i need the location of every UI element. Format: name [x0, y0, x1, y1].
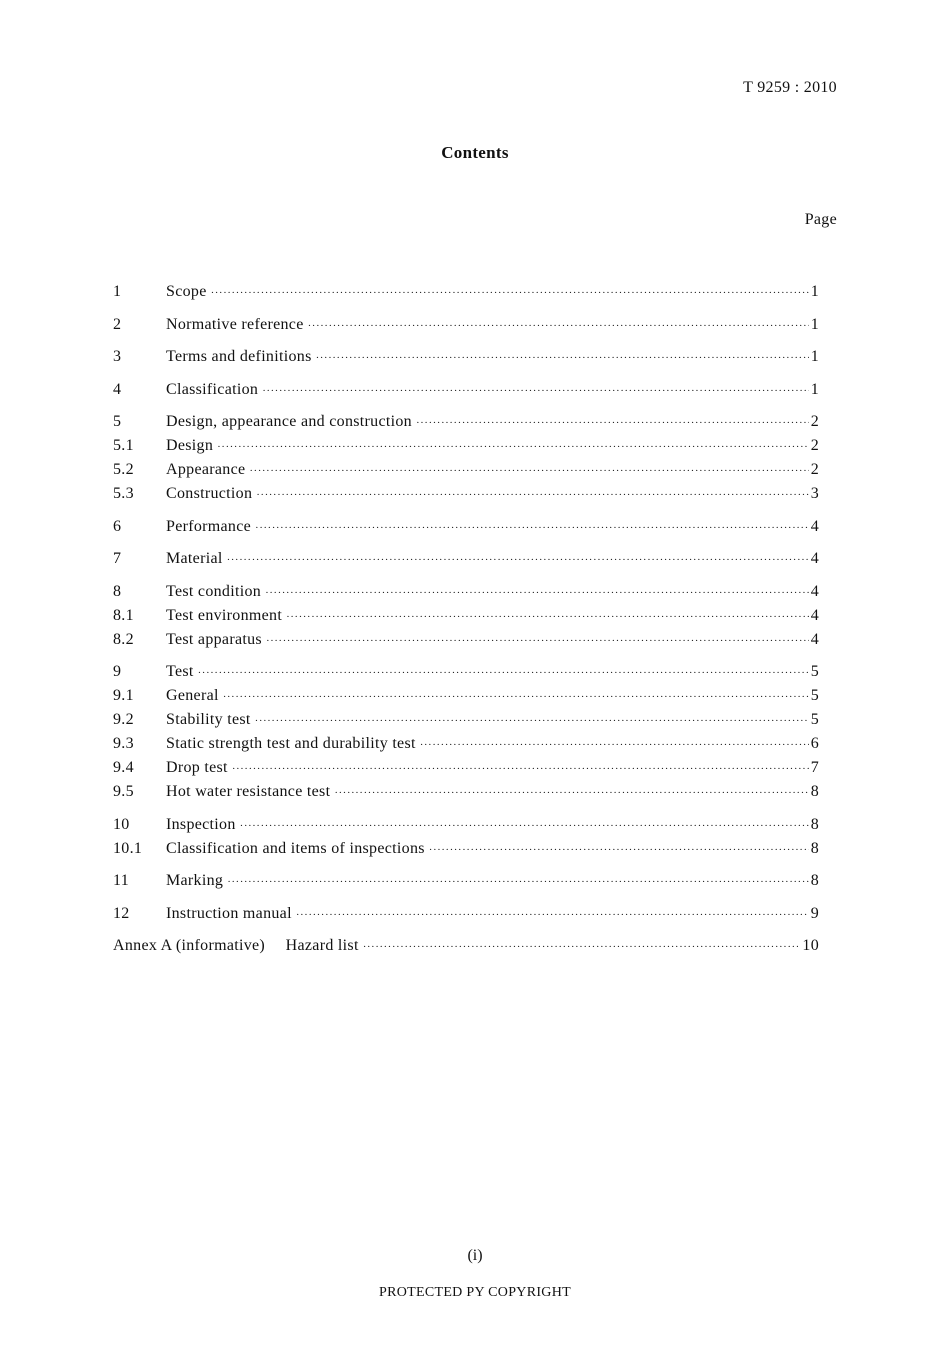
- toc-entry-page: 10: [802, 937, 819, 954]
- toc-entry-label: Inspection: [166, 815, 236, 833]
- toc-entry-page: 2: [810, 437, 819, 454]
- toc-entry[interactable]: [113, 583, 819, 607]
- toc-entry[interactable]: [113, 840, 819, 864]
- toc-entry-number: 6: [113, 517, 122, 535]
- toc-entry-label: Design: [166, 437, 214, 454]
- toc-entry-number: 9: [113, 663, 122, 680]
- toc-dot-leader: [240, 820, 809, 832]
- toc-dot-leader: [217, 441, 809, 453]
- toc-entry-page: 8: [810, 872, 819, 889]
- toc-entry[interactable]: [113, 437, 819, 461]
- toc-dot-leader: [265, 587, 809, 599]
- toc-entry-number: 9.3: [113, 735, 134, 752]
- toc-entry[interactable]: [113, 663, 819, 687]
- toc-entry-page: 1: [810, 348, 819, 365]
- toc-dot-leader: [334, 787, 808, 799]
- toc-dot-leader: [249, 465, 808, 477]
- toc-entry-page: 2: [810, 461, 819, 478]
- toc-entry-page: 8: [810, 839, 819, 857]
- toc-dot-leader: [296, 909, 809, 921]
- toc-dot-leader: [308, 320, 809, 332]
- toc-entry[interactable]: [113, 872, 819, 896]
- toc-entry-page: 1: [810, 315, 819, 333]
- toc-entry-page: 1: [810, 283, 819, 300]
- toc-entry-number: 3: [113, 348, 122, 365]
- toc-dot-leader: [262, 385, 809, 397]
- toc-entry-number: 12: [113, 904, 130, 922]
- toc-entry-number: 9.4: [113, 759, 134, 776]
- toc-entry-label: Drop test: [166, 759, 228, 776]
- toc-dot-leader: [316, 352, 809, 364]
- toc-dot-leader: [420, 739, 809, 751]
- toc-entry-label: General: [166, 687, 219, 704]
- toc-entry-number: 9.2: [113, 711, 134, 728]
- toc-entry-number: 8.2: [113, 630, 134, 648]
- toc-dot-leader: [223, 691, 809, 703]
- toc-entry[interactable]: [113, 381, 819, 405]
- toc-entry-number: 5: [113, 413, 122, 430]
- toc-entry-label: Marking: [166, 872, 224, 889]
- toc-entry-number: 1: [113, 283, 122, 300]
- toc-entry-number: 11: [113, 872, 130, 889]
- toc-entry-number: 8.1: [113, 606, 134, 624]
- toc-entry-label: Normative reference: [166, 315, 304, 333]
- toc-entry-label: Test environment: [166, 606, 283, 624]
- toc-entry-page: 4: [810, 606, 819, 624]
- toc-entry-label: Test apparatus: [166, 630, 262, 648]
- toc-entry-page: 8: [810, 815, 819, 833]
- toc-dot-leader: [255, 522, 809, 534]
- toc-entry-label: Scope: [166, 283, 207, 300]
- toc-entry-page: 6: [810, 735, 819, 752]
- toc-entry[interactable]: [113, 485, 819, 509]
- toc-entry[interactable]: [113, 550, 819, 574]
- toc-entry-label: Classification and items of inspections: [166, 839, 425, 857]
- toc-dot-leader: [256, 489, 808, 501]
- toc-entry-label: Appearance: [166, 461, 246, 478]
- toc-entry-label: Annex A (informative) Hazard list: [113, 937, 359, 954]
- toc-entry-label: Material: [166, 550, 223, 567]
- toc-entry-number: 5.3: [113, 485, 134, 502]
- toc-entry[interactable]: [113, 711, 819, 735]
- toc-entry-page: 4: [810, 550, 819, 567]
- toc-entry[interactable]: [113, 413, 819, 437]
- toc-entry-number: 2: [113, 315, 122, 333]
- toc-dot-leader: [227, 554, 809, 566]
- toc-dot-leader: [416, 417, 809, 429]
- toc-entry-label: Design, appearance and construction: [166, 413, 412, 430]
- toc-entry[interactable]: [113, 348, 819, 372]
- toc-entry[interactable]: [113, 316, 819, 340]
- toc-entry-label: Test condition: [166, 582, 262, 600]
- toc-dot-leader: [198, 667, 809, 679]
- table-of-contents: [113, 283, 819, 961]
- toc-dot-leader: [286, 611, 809, 623]
- toc-entry[interactable]: [113, 905, 819, 929]
- toc-entry-label: Performance: [166, 517, 252, 535]
- toc-entry-page: 1: [810, 380, 819, 398]
- copyright-notice: PROTECTED PY COPYRIGHT: [379, 1285, 571, 1300]
- toc-entry-number: 10.1: [113, 839, 143, 857]
- toc-entry-page: 5: [810, 687, 819, 704]
- toc-entry-page: 2: [810, 413, 819, 430]
- toc-entry-page: 4: [810, 517, 819, 535]
- document-id: T 9259 : 2010: [743, 79, 837, 96]
- toc-entry-page: 4: [810, 630, 819, 648]
- toc-entry-page: 3: [810, 485, 819, 502]
- toc-entry[interactable]: [113, 631, 819, 655]
- contents-title: Contents: [441, 143, 509, 162]
- toc-entry-label: Hot water resistance test: [166, 783, 331, 800]
- toc-entry-label: Stability test: [166, 711, 251, 728]
- toc-entry-label: Test: [166, 663, 194, 680]
- toc-dot-leader: [429, 844, 809, 856]
- toc-entry-label: Static strength test and durability test: [166, 735, 416, 752]
- toc-dot-leader: [255, 715, 809, 727]
- page-column-label: Page: [804, 211, 837, 228]
- toc-entry[interactable]: [113, 816, 819, 840]
- toc-entry[interactable]: [113, 283, 819, 307]
- toc-entry-label: Terms and definitions: [166, 348, 312, 365]
- toc-dot-leader: [211, 287, 809, 299]
- toc-entry-number: 7: [113, 550, 122, 567]
- toc-entry-page: 7: [810, 759, 819, 776]
- toc-entry-number: 9.5: [113, 783, 134, 800]
- toc-entry-number: 10: [113, 815, 130, 833]
- toc-entry-annex-a[interactable]: [113, 937, 819, 961]
- toc-dot-leader: [266, 635, 809, 647]
- toc-dot-leader: [363, 941, 799, 953]
- toc-entry-number: 8: [113, 582, 122, 600]
- toc-entry-page: 9: [810, 904, 819, 922]
- toc-dot-leader: [232, 763, 809, 775]
- toc-entry-label: Instruction manual: [166, 904, 292, 922]
- toc-entry[interactable]: [113, 461, 819, 485]
- toc-entry[interactable]: [113, 783, 819, 807]
- toc-entry[interactable]: [113, 759, 819, 783]
- toc-entry[interactable]: [113, 687, 819, 711]
- toc-entry-page: 5: [810, 711, 819, 728]
- toc-entry[interactable]: [113, 518, 819, 542]
- toc-entry-page: 5: [810, 663, 819, 680]
- toc-dot-leader: [227, 876, 808, 888]
- toc-entry-label: Construction: [166, 485, 253, 502]
- toc-entry-number: 5.1: [113, 437, 134, 454]
- toc-entry-page: 8: [810, 783, 819, 800]
- toc-entry-number: 4: [113, 380, 122, 398]
- toc-entry[interactable]: [113, 607, 819, 631]
- toc-entry[interactable]: [113, 735, 819, 759]
- toc-entry-label: Classification: [166, 380, 259, 398]
- footer-page-number: (i): [467, 1247, 483, 1264]
- toc-entry-number: 5.2: [113, 461, 134, 478]
- toc-entry-page: 4: [810, 582, 819, 600]
- toc-entry-number: 9.1: [113, 687, 134, 704]
